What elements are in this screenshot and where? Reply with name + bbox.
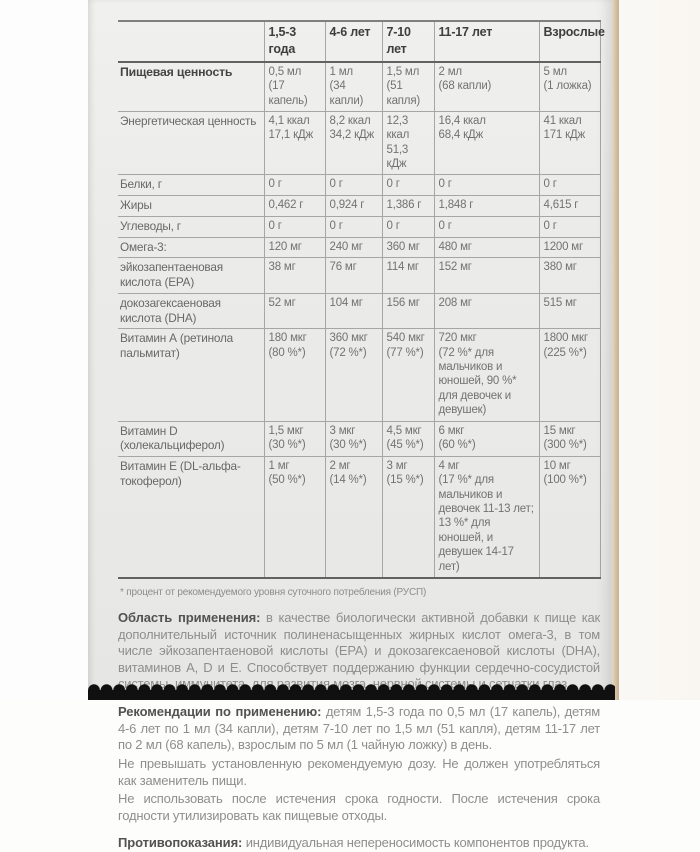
table-cell: 52 мг <box>264 293 325 328</box>
table-cell: 1,5 мкг (30 %*) <box>264 421 325 456</box>
table-cell: 4,615 г <box>539 196 600 217</box>
table-row <box>118 293 600 328</box>
section-paragraph <box>118 835 600 852</box>
table-cell: 0 г <box>325 216 382 237</box>
table-cell: 2 мг (14 %*) <box>325 456 382 578</box>
column-header: 4-6 лет <box>325 21 382 62</box>
table-cell: 0 г <box>382 216 434 237</box>
table-row <box>118 237 600 258</box>
section-heading: Рекомендации по применению: <box>118 704 322 720</box>
table-row <box>118 62 600 112</box>
table-cell: 380 мг <box>539 258 600 293</box>
table-cell: 0 г <box>264 216 325 237</box>
table-cell: 2 мл (68 капли) <box>434 62 539 112</box>
row-label: Углеводы, г <box>120 218 181 233</box>
box-side-edge <box>612 0 619 700</box>
table-cell: 0 г <box>539 216 600 237</box>
table-cell: 3 мг (15 %*) <box>382 456 434 578</box>
column-header <box>118 21 264 62</box>
table-cell: 0,462 г <box>264 196 325 217</box>
section-body: детям 1,5-3 года по 0,5 мл (17 капель), детям 4-6 лет по 1 мл (34 капли), детям 7-10 лет по 1,5 мл (51 капля), детям 11-17 лет по 2 мл (68 капель), взрослым по 5 мл (1 чайную ложку) в день. <box>118 704 600 753</box>
row-label: эйкозапентаеновая кислота (EPA) <box>120 260 223 290</box>
table-row <box>118 329 600 421</box>
label-text-sections <box>118 610 600 852</box>
table-cell: 540 мкг (77 %*) <box>382 329 434 421</box>
table-cell: 76 мг <box>325 258 382 293</box>
table-cell: 38 мг <box>264 258 325 293</box>
row-label: Жиры <box>120 198 152 213</box>
table-cell: 10 мг (100 %*) <box>539 456 600 578</box>
section-heading: Область применения: <box>118 609 261 625</box>
table-cell: 240 мг <box>325 237 382 258</box>
section-body: индивидуальная непереносимость компонентов продукта. <box>242 835 589 851</box>
table-cell: 4,1 ккал 17,1 кДж <box>264 111 325 175</box>
section-extra-paragraph: Не превышать установленную рекомендуемую дозу. Не должен употребляться как заменитель пищи. <box>118 755 600 788</box>
table-cell: 4 мг (17 %* для мальчиков и девочек 11-13 лет; 13 %* для юношей, и девушек 14-17 лет) <box>434 456 539 578</box>
section-paragraph <box>118 704 600 754</box>
section-extra-paragraph: Не использовать после истечения срока годности. После истечения срока годности утилизировать как пищевые отходы. <box>118 791 600 823</box>
column-header: 7-10 лет <box>382 21 434 62</box>
table-cell: 120 мг <box>264 237 325 258</box>
nutrition-table <box>118 20 605 579</box>
column-header: Взрослые <box>539 21 600 62</box>
label-content <box>118 20 605 852</box>
table-row <box>118 175 600 196</box>
table-row <box>118 258 600 293</box>
table-cell: 360 мг <box>382 237 434 258</box>
table-body <box>118 62 600 578</box>
table-cell: 152 мг <box>434 258 539 293</box>
table-cell: 0,924 г <box>325 196 382 217</box>
section-heading: Противопоказания: <box>118 835 243 851</box>
table-cell: 12,3 ккал 51,3 кДж <box>382 111 434 175</box>
table-cell: 0 г <box>264 175 325 196</box>
table-cell: 515 мг <box>539 293 600 328</box>
rusp-footnote: * процент от рекомендуемого уровня суточного потребления (РУСП) <box>120 586 427 598</box>
table-cell: 0 г <box>434 216 539 237</box>
table-cell: 1 мл (34 капли) <box>325 62 382 112</box>
section-paragraph <box>118 610 600 693</box>
table-cell: 0 г <box>434 175 539 196</box>
table-cell: 8,2 ккал 34,2 кДж <box>325 111 382 175</box>
table-header-row <box>118 21 600 62</box>
table-cell: 3 мкг (30 %*) <box>325 421 382 456</box>
row-label: Пищевая ценность <box>120 64 233 79</box>
table-cell: 5 мл (1 ложка) <box>539 62 600 112</box>
row-label: Витамин А (ретинола пальмитат) <box>120 331 234 360</box>
table-cell: 720 мкг (72 %* для мальчиков и юношей, 90 %* для девочек и девушек) <box>434 329 539 421</box>
row-label: Витамин Е (DL-альфа-токоферол) <box>120 458 241 488</box>
row-label: Энергетическая ценность <box>120 113 257 128</box>
row-label: докозагексаеновая кислота (DHA) <box>120 295 221 325</box>
supplement-box-back-panel <box>88 0 612 851</box>
table-cell: 1,848 г <box>434 196 539 217</box>
table-cell: 41 ккал 171 кДж <box>539 111 600 175</box>
row-label: Витамин D (холекальциферол) <box>120 423 225 453</box>
table-cell: 1 мг (50 %*) <box>264 456 325 578</box>
row-label: Омега-3: <box>120 239 167 254</box>
table-cell: 1,5 мл (51 капля) <box>382 62 434 112</box>
table-cell: 104 мг <box>325 293 382 328</box>
table-cell: 114 мг <box>382 258 434 293</box>
table-row <box>118 456 600 578</box>
table-cell: 1800 мкг (225 %*) <box>539 329 600 421</box>
table-row <box>118 196 600 217</box>
section-body: в качестве биологически активной добавки к пище как дополнительный источник полиненасыщенных жирных кислот омега-3, в том числе эйкозапентаеновой кислоты (EPA) и докозагексаеновой кислоты (DHA), витаминов A, D и E. Способствует поддержанию функции сердечно-сосудистой <box>118 609 600 675</box>
table-cell: 6 мкг (60 %*) <box>434 421 539 456</box>
table-cell: 1,386 г <box>382 196 434 217</box>
column-header: 1,5-3 года <box>264 21 325 62</box>
table-cell: 0,5 мл (17 капель) <box>264 62 325 112</box>
table-cell: 360 мкг (72 %*) <box>325 329 382 421</box>
table-cell: 208 мг <box>434 293 539 328</box>
table-cell: 180 мкг (80 %*) <box>264 329 325 421</box>
table-cell: 0 г <box>382 175 434 196</box>
table-cell: 4,5 мкг (45 %*) <box>382 421 434 456</box>
table-cell: 480 мг <box>434 237 539 258</box>
table-cell: 15 мкг (300 %*) <box>539 421 600 456</box>
table-cell: 0 г <box>325 175 382 196</box>
table-row <box>118 111 600 175</box>
column-header: 11-17 лет <box>434 21 539 62</box>
table-row <box>118 216 600 237</box>
table-cell: 16,4 ккал 68,4 кДж <box>434 111 539 175</box>
table-row <box>118 421 600 456</box>
table-cell: 0 г <box>539 175 600 196</box>
table-cell: 156 мг <box>382 293 434 328</box>
row-label: Белки, г <box>120 177 162 192</box>
serrated-tear-strip <box>88 690 615 700</box>
table-cell: 1200 мг <box>539 237 600 258</box>
